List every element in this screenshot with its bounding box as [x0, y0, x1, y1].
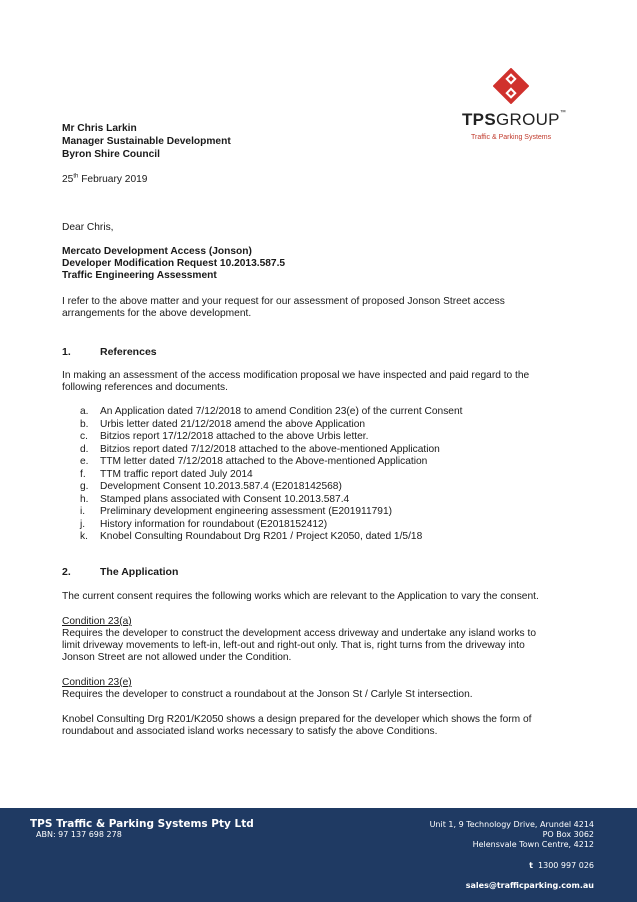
intro-line: arrangements for the above development.: [62, 308, 252, 319]
section-number: 1.: [62, 346, 71, 358]
section-number: 2.: [62, 566, 71, 578]
list-text: TTM letter dated 7/12/2018 attached to the Above-mentioned Application: [100, 456, 428, 467]
list-marker: c.: [80, 431, 88, 442]
list-marker: e.: [80, 456, 89, 467]
condition-heading: Condition 23(a): [62, 616, 132, 627]
footer-address: Helensvale Town Centre, 4212: [472, 840, 594, 849]
list-item: [80, 494, 462, 507]
date-day: 25: [62, 174, 74, 185]
phone-label: t: [529, 861, 533, 870]
list-item: [80, 481, 462, 494]
list-text: Stamped plans associated with Consent 10.2013.587.4: [100, 493, 350, 505]
list-text: Bitzios report dated 7/12/2018 attached to the above-mentioned Application: [100, 443, 440, 455]
recipient-organisation: Byron Shire Council: [62, 149, 160, 160]
letter-date: [62, 174, 147, 186]
list-text: Preliminary development engineering assessment (E201911791): [100, 506, 393, 517]
list-marker: i.: [80, 506, 86, 517]
references-list: [80, 406, 462, 544]
list-marker: g.: [80, 481, 89, 492]
list-text: Urbis letter dated 21/12/2018 amend the above Application: [100, 418, 366, 430]
list-marker: a.: [80, 406, 89, 417]
list-text: Bitzios report 17/12/2018 attached to the above Urbis letter.: [100, 431, 369, 442]
closing-line: roundabout and associated island works necessary to satisfy the above Conditions.: [62, 726, 438, 737]
list-marker: k.: [80, 531, 88, 542]
list-marker: d.: [80, 443, 89, 455]
list-marker: b.: [80, 418, 89, 430]
brand-light: GROUP: [495, 110, 560, 129]
brand-tagline: Traffic & Parking Systems: [471, 134, 552, 141]
list-item: [80, 406, 462, 419]
section-title: The Application: [100, 566, 179, 578]
date-suffix: th: [73, 173, 79, 180]
list-text: History information for roundabout (E2018152412): [100, 518, 328, 530]
section-title: References: [100, 346, 157, 358]
subject-line: Mercato Development Access (Jonson): [62, 246, 252, 257]
condition-heading: Condition 23(e): [62, 677, 132, 688]
footer-abn: ABN: 97 137 698 278: [36, 830, 122, 839]
condition-line: limit driveway movements to left-in, left-out and right-out only. That is, right turns from the driveway into: [62, 640, 525, 651]
list-item: [80, 456, 462, 469]
subject-line: Developer Modification Request 10.2013.587.5: [62, 258, 286, 269]
trademark: ™: [559, 110, 567, 116]
list-item: [80, 531, 462, 544]
list-text: TTM traffic report dated July 2014: [100, 468, 253, 480]
list-marker: h.: [80, 493, 89, 505]
recipient-name: Mr Chris Larkin: [62, 123, 137, 134]
intro-line: I refer to the above matter and your request for our assessment of proposed Jonson Street access: [62, 296, 505, 307]
list-item: [80, 444, 462, 457]
brand-wordmark: [462, 110, 566, 130]
condition-line: Requires the developer to construct a roundabout at the Jonson St / Carlyle St intersection.: [62, 689, 473, 700]
list-text: Knobel Consulting Roundabout Drg R201 / Project K2050, dated 1/5/18: [100, 531, 423, 542]
list-text: An Application dated 7/12/2018 to amend Condition 23(e) of the current Consent: [100, 406, 463, 417]
condition-line: Jonson Street are not allowed under the Condition.: [62, 652, 292, 663]
list-text: Development Consent 10.2013.587.4 (E2018142568): [100, 481, 342, 492]
list-item: [80, 469, 462, 482]
footer-address: PO Box 3062: [542, 830, 594, 839]
phone-number: 1300 997 026: [538, 861, 594, 870]
list-item: [80, 431, 462, 444]
list-item: [80, 419, 462, 432]
brand-bold: TPS: [462, 110, 496, 129]
list-marker: j.: [80, 518, 86, 530]
salutation: Dear Chris,: [62, 222, 114, 233]
tps-logo-icon: [493, 68, 529, 104]
list-marker: f.: [80, 468, 86, 480]
date-rest: February 2019: [78, 174, 148, 185]
footer-email[interactable]: sales@trafficparking.com.au: [465, 881, 594, 890]
closing-line: Knobel Consulting Drg R201/K2050 shows a design prepared for the developer which shows the form of: [62, 714, 532, 725]
footer-company: TPS Traffic & Parking Systems Pty Ltd: [30, 818, 254, 830]
list-item: [80, 519, 462, 532]
footer-address: Unit 1, 9 Technology Drive, Arundel 4214: [429, 820, 594, 829]
footer-bar: [0, 808, 637, 902]
condition-line: Requires the developer to construct the development access driveway and undertake any island works to: [62, 628, 536, 639]
section-paragraph: The current consent requires the following works which are relevant to the Application to vary the consent.: [62, 591, 539, 602]
footer-phone: [529, 861, 594, 870]
section-paragraph: following references and documents.: [62, 382, 228, 393]
subject-line: Traffic Engineering Assessment: [62, 270, 217, 281]
list-item: [80, 506, 462, 519]
recipient-position: Manager Sustainable Development: [62, 136, 231, 147]
section-paragraph: In making an assessment of the access modification proposal we have inspected and paid regard to the: [62, 370, 530, 381]
